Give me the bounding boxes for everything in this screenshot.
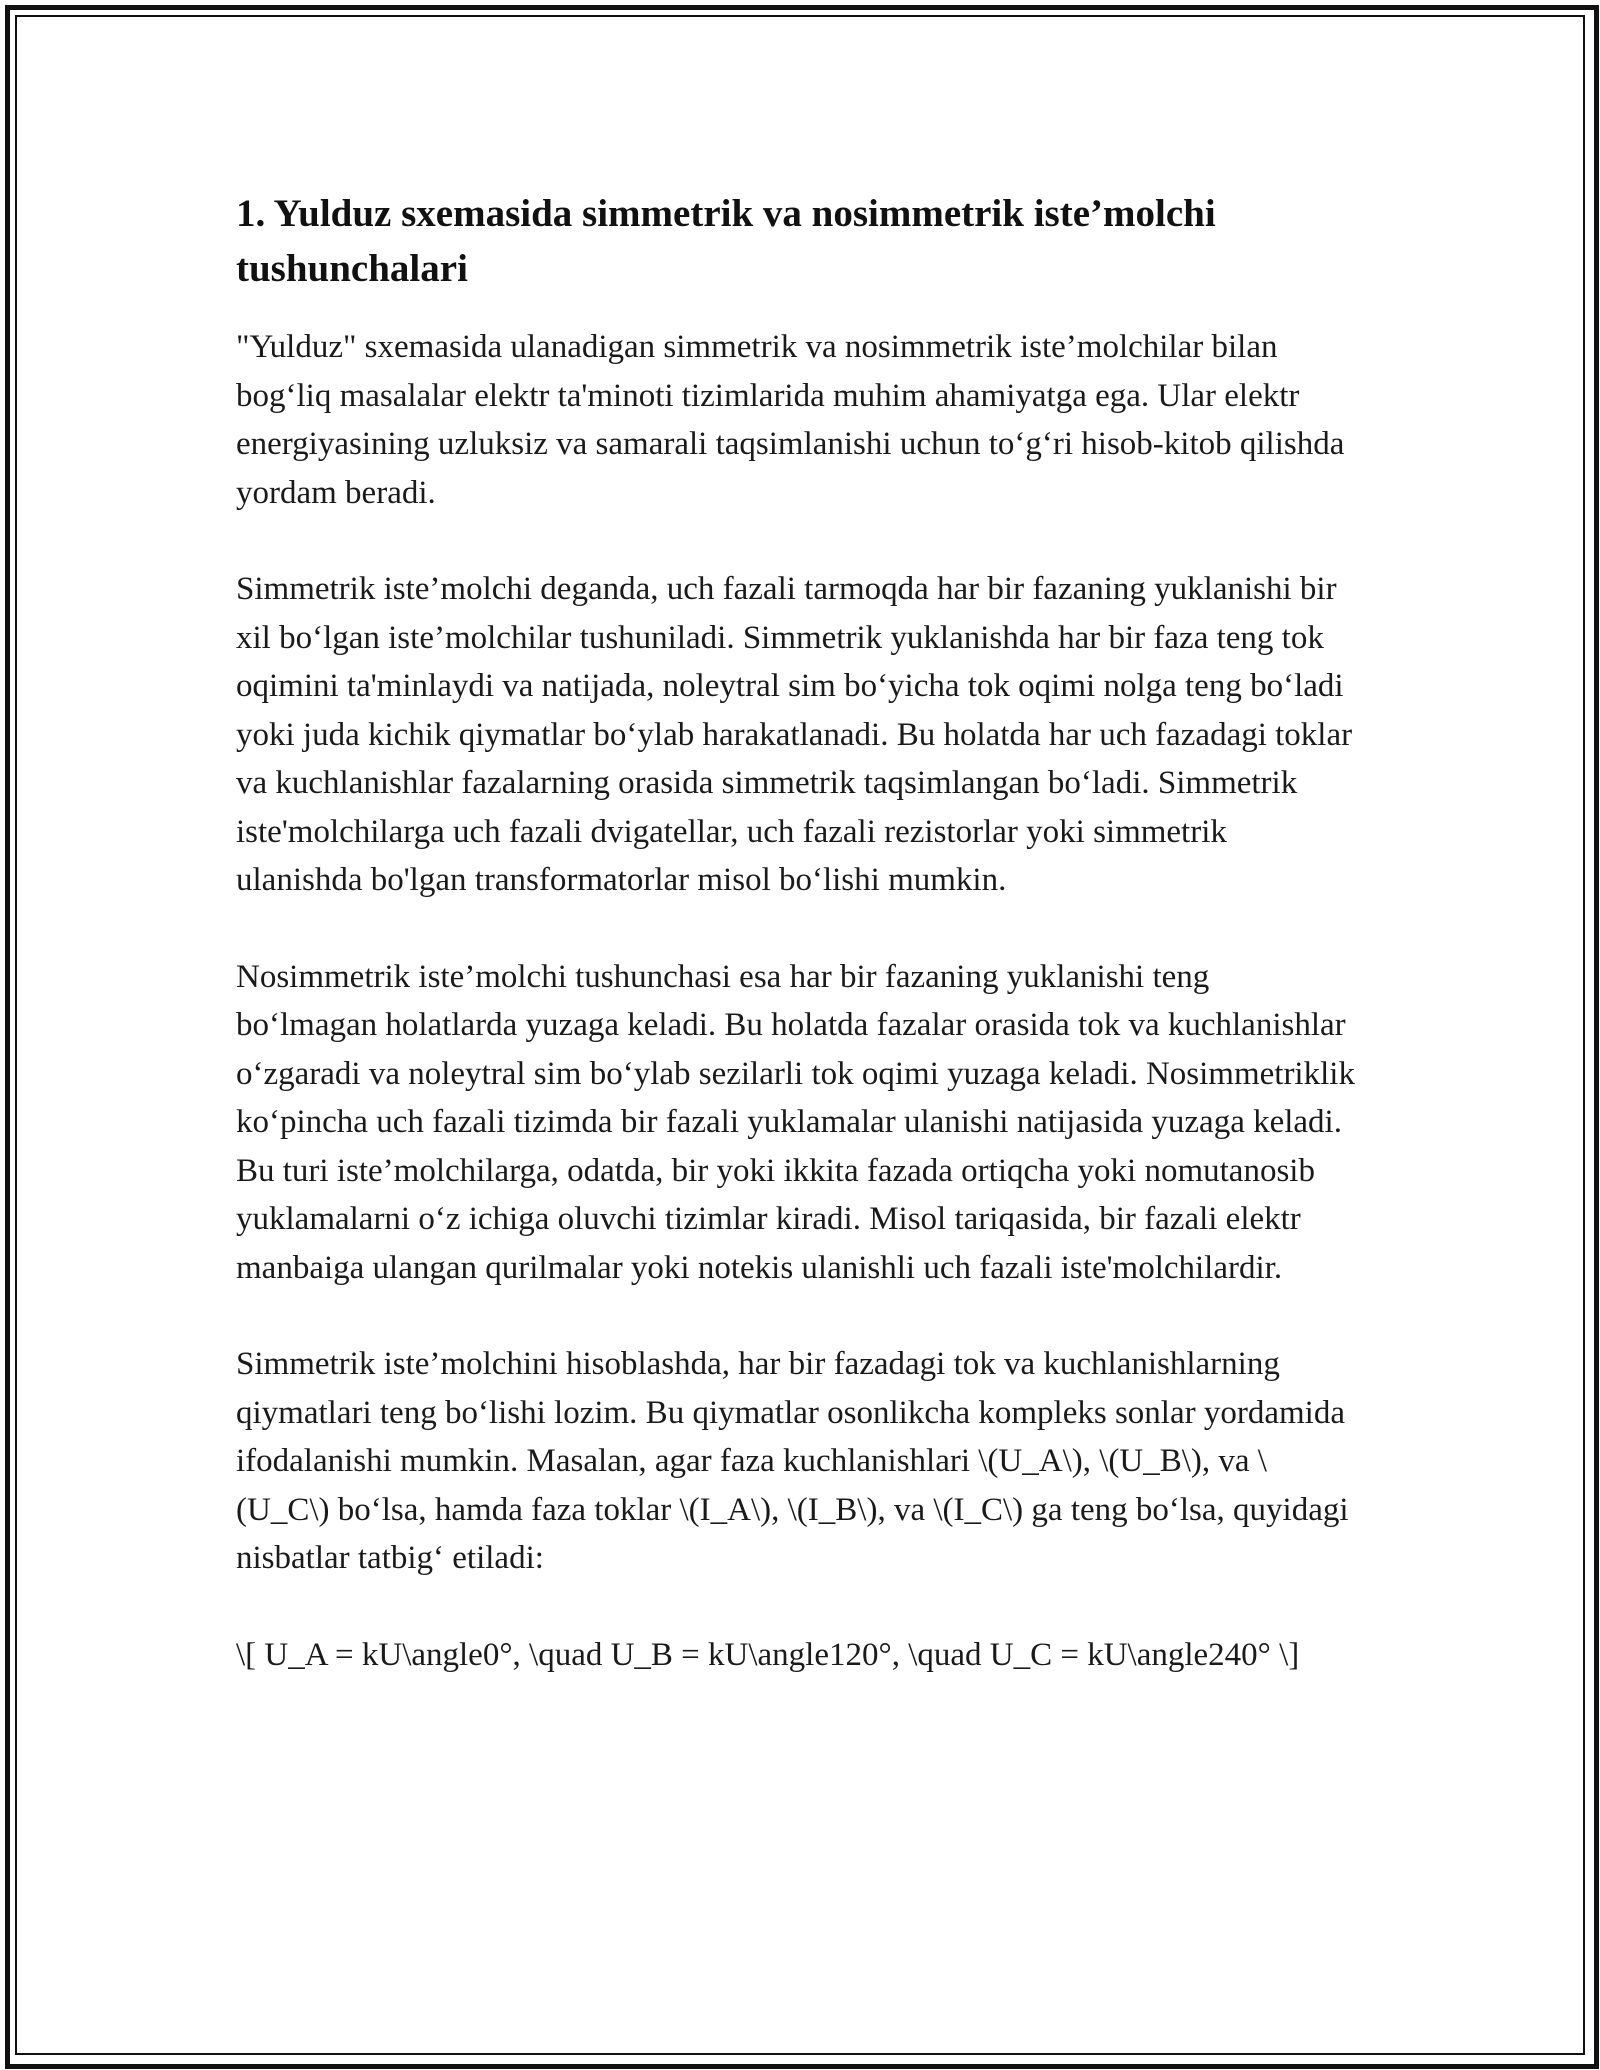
document-body	[236, 186, 1356, 1727]
paragraph-calculation: Simmetrik iste’molchini hisoblashda, har bir fazadagi tok va kuchlanishlarning qiymatlari teng bo‘lishi lozim. Bu qiymatlar osonlikcha kompleks sonlar yordamida ifodalanishi mumkin. Masalan, agar faza kuchlanishlari \(U_A\), \(U_B\), va \(U_C\) bo‘lsa, hamda faza toklar \(I_A\), \(I_B\), va \(I_C\) ga teng bo‘lsa, quyidagi nisbatlar tatbig‘ etiladi:	[236, 1346, 1349, 1576]
paragraph-symmetric: Simmetrik iste’molchi deganda, uch fazali tarmoqda har bir fazaning yuklanishi bir xil bo‘lgan iste’molchilar tushuniladi. Simmetrik yuklanishda har bir faza teng tok oqimini ta'minlaydi va natijada, noleytral sim bo‘yicha tok oqimi nolga teng bo‘ladi yoki juda kichik qiymatlar bo‘ylab harakatlanadi. Bu holatda har uch fazadagi toklar va kuchlanishlar fazalarning orasida simmetrik taqsimlangan bo‘ladi. Simmetrik iste'molchilarga uch fazali dvigatellar, uch fazali rezistorlar yoki simmetrik ulanishda bo'lgan transformatorlar misol bo‘lishi mumkin.	[236, 571, 1353, 898]
paragraph-intro: "Yulduz" sxemasida ulanadigan simmetrik va nosimmetrik iste’molchilar bilan bog‘liq masalalar elektr ta'minoti tizimlarida muhim ahamiyatga ega. Ular elektr energiyasining uzluksiz va samarali taqsimlanishi uchun to‘g‘ri hisob-kitob qilishda yordam beradi.	[236, 329, 1345, 511]
section-heading: 1. Yulduz sxemasida simmetrik va nosimmetrik iste’molchi tushunchalari	[236, 192, 1216, 290]
paragraph-asymmetric: Nosimmetrik iste’molchi tushunchasi esa har bir fazaning yuklanishi teng bo‘lmagan holatlarda yuzaga keladi. Bu holatda fazalar orasida tok va kuchlanishlar o‘zgaradi va noleytral sim bo‘ylab sezilarli tok oqimi yuzaga keladi. Nosimmetriklik ko‘pincha uch fazali tizimda bir fazali yuklamalar ulanishi natijasida yuzaga keladi. Bu turi iste’molchilarga, odatda, bir yoki ikkita fazada ortiqcha yoki nomutanosib yuklamalarni o‘z ichiga oluvchi tizimlar kiradi. Misol tariqasida, bir fazali elektr manbaiga ulangan qurilmalar yoki notekis ulanishli uch fazali iste'molchilardir.	[236, 958, 1355, 1286]
formula-line: \[ U_A = kU\angle0°, \quad U_B = kU\angle120°, \quad U_C = kU\angle240° \]	[236, 1636, 1300, 1673]
